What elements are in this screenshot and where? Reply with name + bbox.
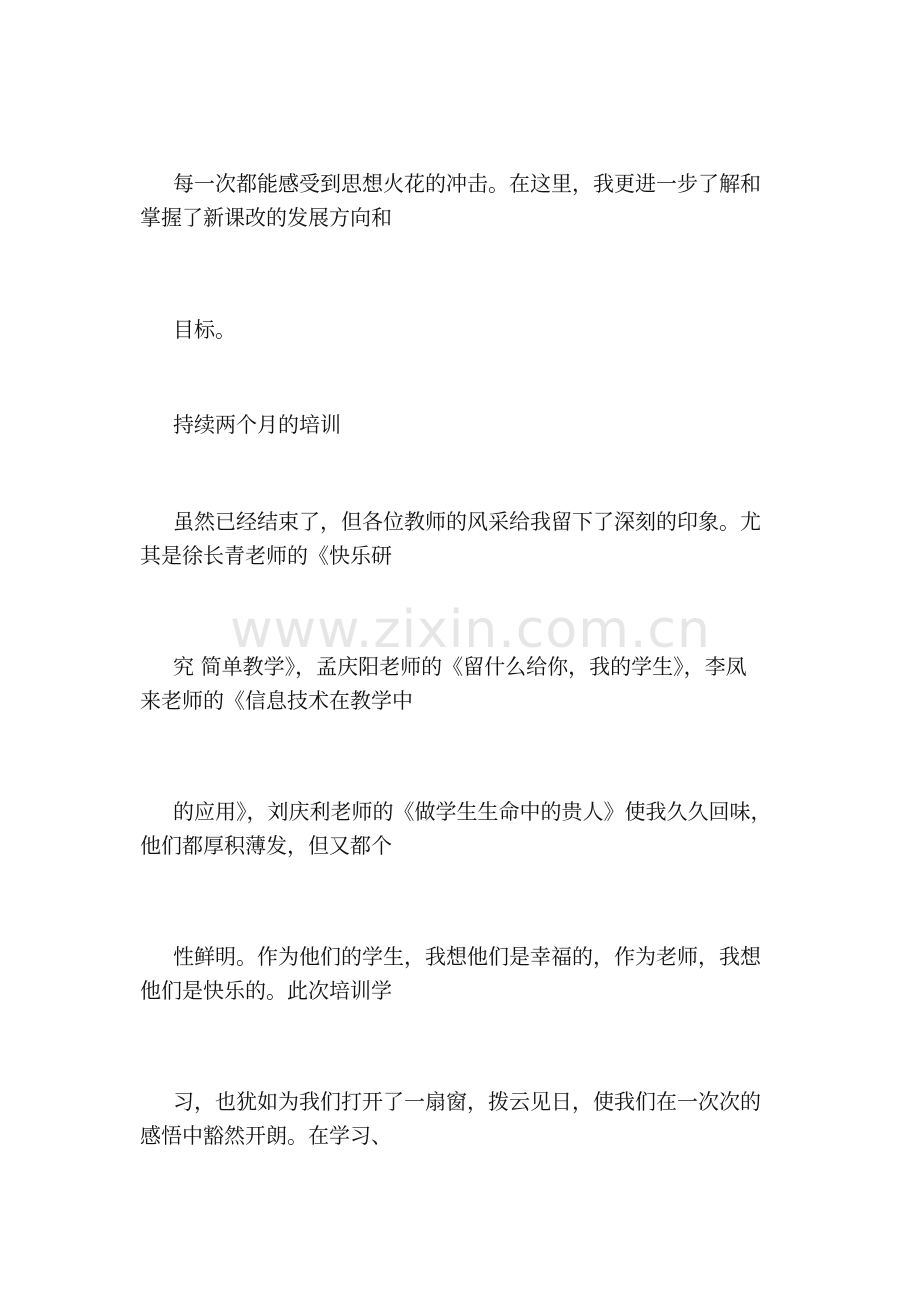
paragraph-line: 他们都厚积薄发，但又都个 (140, 834, 392, 858)
paragraph-1 (140, 167, 800, 235)
paragraph-line: 掌握了新课改的发展方向和 (140, 206, 392, 230)
paragraph-2 (140, 313, 800, 347)
paragraph-line: 其是徐长青老师的《快乐研 (140, 544, 392, 568)
paragraph-line: 每一次都能感受到思想火花的冲击。在这里，我更进一步了解和 (173, 172, 761, 196)
paragraph-line: 究 简单教学》，孟庆阳老师的《留什么给你，我的学生》，李凤 (173, 655, 747, 679)
watermark: www.zixin.com.cn (230, 600, 711, 660)
paragraph-line: 他们是快乐的。此次培训学 (140, 979, 392, 1003)
paragraph-8 (140, 1085, 800, 1153)
paragraph-7 (140, 940, 800, 1008)
paragraph-line: 性鲜明。作为他们的学生，我想他们是幸福的，作为老师，我想 (173, 945, 761, 969)
paragraph-line: 的应用》，刘庆利老师的《做学生生命中的贵人》使我久久回味， (173, 800, 772, 824)
paragraph-line: 虽然已经结束了，但各位教师的风采给我留下了深刻的印象。尤 (173, 510, 761, 534)
paragraph-line: 目标。 (173, 318, 236, 342)
paragraph-3 (140, 408, 800, 442)
paragraph-line: 来老师的《信息技术在教学中 (140, 689, 413, 713)
paragraph-line: 感悟中豁然开朗。在学习、 (140, 1124, 392, 1148)
paragraph-line: 持续两个月的培训 (173, 413, 341, 437)
paragraph-line: 习，也犹如为我们打开了一扇窗，拨云见日，使我们在一次次的 (173, 1090, 761, 1114)
paragraph-6 (140, 795, 800, 863)
paragraph-5 (140, 650, 800, 718)
paragraph-4 (140, 505, 800, 573)
